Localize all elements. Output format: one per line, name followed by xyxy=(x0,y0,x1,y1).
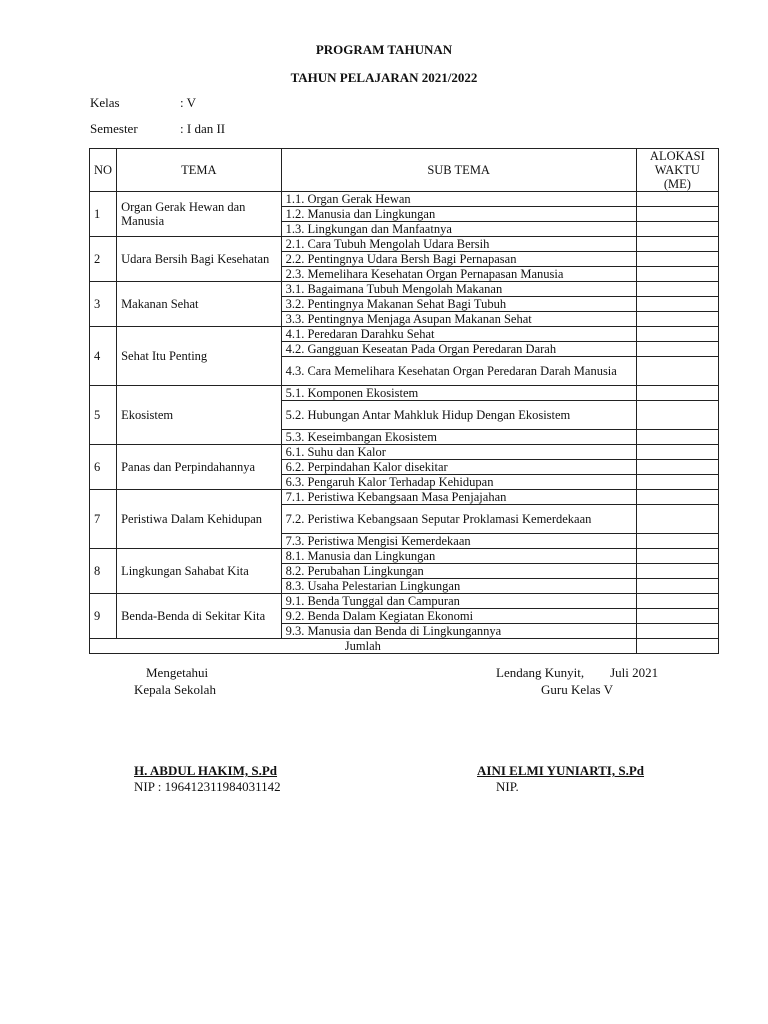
sub-tema-cell: 7.1. Peristiwa Kebangsaan Masa Penjajahan xyxy=(281,490,636,505)
alokasi-cell xyxy=(636,357,718,386)
sub-tema-cell: 3.2. Pentingnya Makanan Sehat Bagi Tubuh xyxy=(281,297,636,312)
sub-tema-cell: 4.1. Peredaran Darahku Sehat xyxy=(281,327,636,342)
table-row xyxy=(90,445,719,460)
alokasi-cell xyxy=(636,342,718,357)
sub-tema-cell: 7.3. Peristiwa Mengisi Kemerdekaan xyxy=(281,534,636,549)
sub-tema-cell: 1.2. Manusia dan Lingkungan xyxy=(281,207,636,222)
document-title: PROGRAM TAHUNAN xyxy=(315,42,453,57)
sub-tema-cell: 6.3. Pengaruh Kalor Terhadap Kehidupan xyxy=(281,475,636,490)
sub-tema-cell: 5.3. Keseimbangan Ekosistem xyxy=(281,430,636,445)
row-number: 3 xyxy=(90,282,117,327)
table-row xyxy=(90,192,719,207)
sub-tema-cell: 7.2. Peristiwa Kebangsaan Seputar Proklamasi Kemerdekaan xyxy=(281,505,636,534)
alokasi-cell xyxy=(636,594,718,609)
alokasi-cell xyxy=(636,534,718,549)
date: Juli 2021 xyxy=(610,665,659,680)
sub-tema-cell: 1.1. Organ Gerak Hewan xyxy=(281,192,636,207)
alokasi-cell xyxy=(636,401,718,430)
kelas-line xyxy=(90,95,196,111)
sub-tema-cell: 4.2. Gangguan Keseatan Pada Organ Peredaran Darah xyxy=(281,342,636,357)
header-no: NO xyxy=(90,149,117,192)
jumlah-label: Jumlah xyxy=(90,639,637,654)
header-alokasi: ALOKASI WAKTU (ME) xyxy=(636,149,718,192)
alokasi-cell xyxy=(636,207,718,222)
tema-cell: Ekosistem xyxy=(117,386,282,445)
sub-tema-cell: 2.2. Pentingnya Udara Bersh Bagi Pernapasan xyxy=(281,252,636,267)
tema-cell: Sehat Itu Penting xyxy=(117,327,282,386)
row-number: 9 xyxy=(90,594,117,639)
tema-cell: Makanan Sehat xyxy=(117,282,282,327)
alokasi-cell xyxy=(636,609,718,624)
kepala-sekolah-nip: NIP : 196412311984031142 xyxy=(134,779,281,794)
alokasi-cell xyxy=(636,460,718,475)
row-number: 6 xyxy=(90,445,117,490)
alokasi-cell xyxy=(636,252,718,267)
alokasi-cell xyxy=(636,564,718,579)
table-header-row xyxy=(90,149,719,192)
alokasi-cell xyxy=(636,445,718,460)
row-number: 7 xyxy=(90,490,117,549)
sub-tema-cell: 8.2. Perubahan Lingkungan xyxy=(281,564,636,579)
header-sub-tema: SUB TEMA xyxy=(281,149,636,192)
sub-tema-cell: 2.1. Cara Tubuh Mengolah Udara Bersih xyxy=(281,237,636,252)
alokasi-cell xyxy=(636,267,718,282)
guru-kelas-nip: NIP. xyxy=(496,779,519,794)
alokasi-cell xyxy=(636,624,718,639)
place: Lendang Kunyit, xyxy=(496,665,585,680)
kepala-sekolah-name: H. ABDUL HAKIM, S.Pd xyxy=(134,763,278,778)
sub-tema-cell: 8.1. Manusia dan Lingkungan xyxy=(281,549,636,564)
alokasi-cell xyxy=(636,579,718,594)
kepala-sekolah-label: Kepala Sekolah xyxy=(134,682,216,697)
kelas-label: Kelas xyxy=(90,95,120,110)
sub-tema-cell: 3.1. Bagaimana Tubuh Mengolah Makanan xyxy=(281,282,636,297)
alokasi-cell xyxy=(636,475,718,490)
semester-value: : I dan II xyxy=(180,121,226,136)
alokasi-cell xyxy=(636,549,718,564)
alokasi-cell xyxy=(636,327,718,342)
alokasi-cell xyxy=(636,430,718,445)
row-number: 2 xyxy=(90,237,117,282)
table-body xyxy=(90,192,719,639)
table-row xyxy=(90,327,719,342)
jumlah-value xyxy=(636,639,718,654)
place-date xyxy=(496,665,658,681)
table-row xyxy=(90,282,719,297)
row-number: 1 xyxy=(90,192,117,237)
sub-tema-cell: 4.3. Cara Memelihara Kesehatan Organ Peredaran Darah Manusia xyxy=(281,357,636,386)
guru-kelas-label: Guru Kelas V xyxy=(541,682,613,697)
document-subtitle: TAHUN PELAJARAN 2021/2022 xyxy=(290,70,478,85)
alokasi-cell xyxy=(636,386,718,401)
alokasi-cell xyxy=(636,490,718,505)
guru-kelas-name: AINI ELMI YUNIARTI, S.Pd xyxy=(477,763,645,778)
alokasi-cell xyxy=(636,237,718,252)
sub-tema-cell: 5.1. Komponen Ekosistem xyxy=(281,386,636,401)
table-row xyxy=(90,490,719,505)
semester-label: Semester xyxy=(90,121,138,136)
alokasi-cell xyxy=(636,312,718,327)
tema-cell: Organ Gerak Hewan dan Manusia xyxy=(117,192,282,237)
alokasi-cell xyxy=(636,192,718,207)
alokasi-cell xyxy=(636,297,718,312)
table-row xyxy=(90,549,719,564)
header-tema: TEMA xyxy=(117,149,282,192)
sub-tema-cell: 9.2. Benda Dalam Kegiatan Ekonomi xyxy=(281,609,636,624)
alokasi-cell xyxy=(636,505,718,534)
program-table xyxy=(89,148,719,654)
sub-tema-cell: 6.2. Perpindahan Kalor disekitar xyxy=(281,460,636,475)
sub-tema-cell: 2.3. Memelihara Kesehatan Organ Pernapasan Manusia xyxy=(281,267,636,282)
table-row xyxy=(90,237,719,252)
alokasi-cell xyxy=(636,282,718,297)
alokasi-cell xyxy=(636,222,718,237)
semester-line xyxy=(90,121,225,137)
sub-tema-cell: 8.3. Usaha Pelestarian Lingkungan xyxy=(281,579,636,594)
sub-tema-cell: 9.1. Benda Tunggal dan Campuran xyxy=(281,594,636,609)
row-number: 5 xyxy=(90,386,117,445)
kelas-value: : V xyxy=(180,95,197,110)
row-number: 8 xyxy=(90,549,117,594)
sub-tema-cell: 5.2. Hubungan Antar Mahkluk Hidup Dengan Ekosistem xyxy=(281,401,636,430)
tema-cell: Lingkungan Sahabat Kita xyxy=(117,549,282,594)
sub-tema-cell: 1.3. Lingkungan dan Manfaatnya xyxy=(281,222,636,237)
tema-cell: Panas dan Perpindahannya xyxy=(117,445,282,490)
sub-tema-cell: 3.3. Pentingnya Menjaga Asupan Makanan Sehat xyxy=(281,312,636,327)
row-number: 4 xyxy=(90,327,117,386)
table-row xyxy=(90,386,719,401)
jumlah-row xyxy=(90,639,719,654)
tema-cell: Udara Bersih Bagi Kesehatan xyxy=(117,237,282,282)
sub-tema-cell: 6.1. Suhu dan Kalor xyxy=(281,445,636,460)
sub-tema-cell: 9.3. Manusia dan Benda di Lingkungannya xyxy=(281,624,636,639)
tema-cell: Benda-Benda di Sekitar Kita xyxy=(117,594,282,639)
table-row xyxy=(90,594,719,609)
mengetahui-label: Mengetahui xyxy=(146,665,209,680)
tema-cell: Peristiwa Dalam Kehidupan xyxy=(117,490,282,549)
